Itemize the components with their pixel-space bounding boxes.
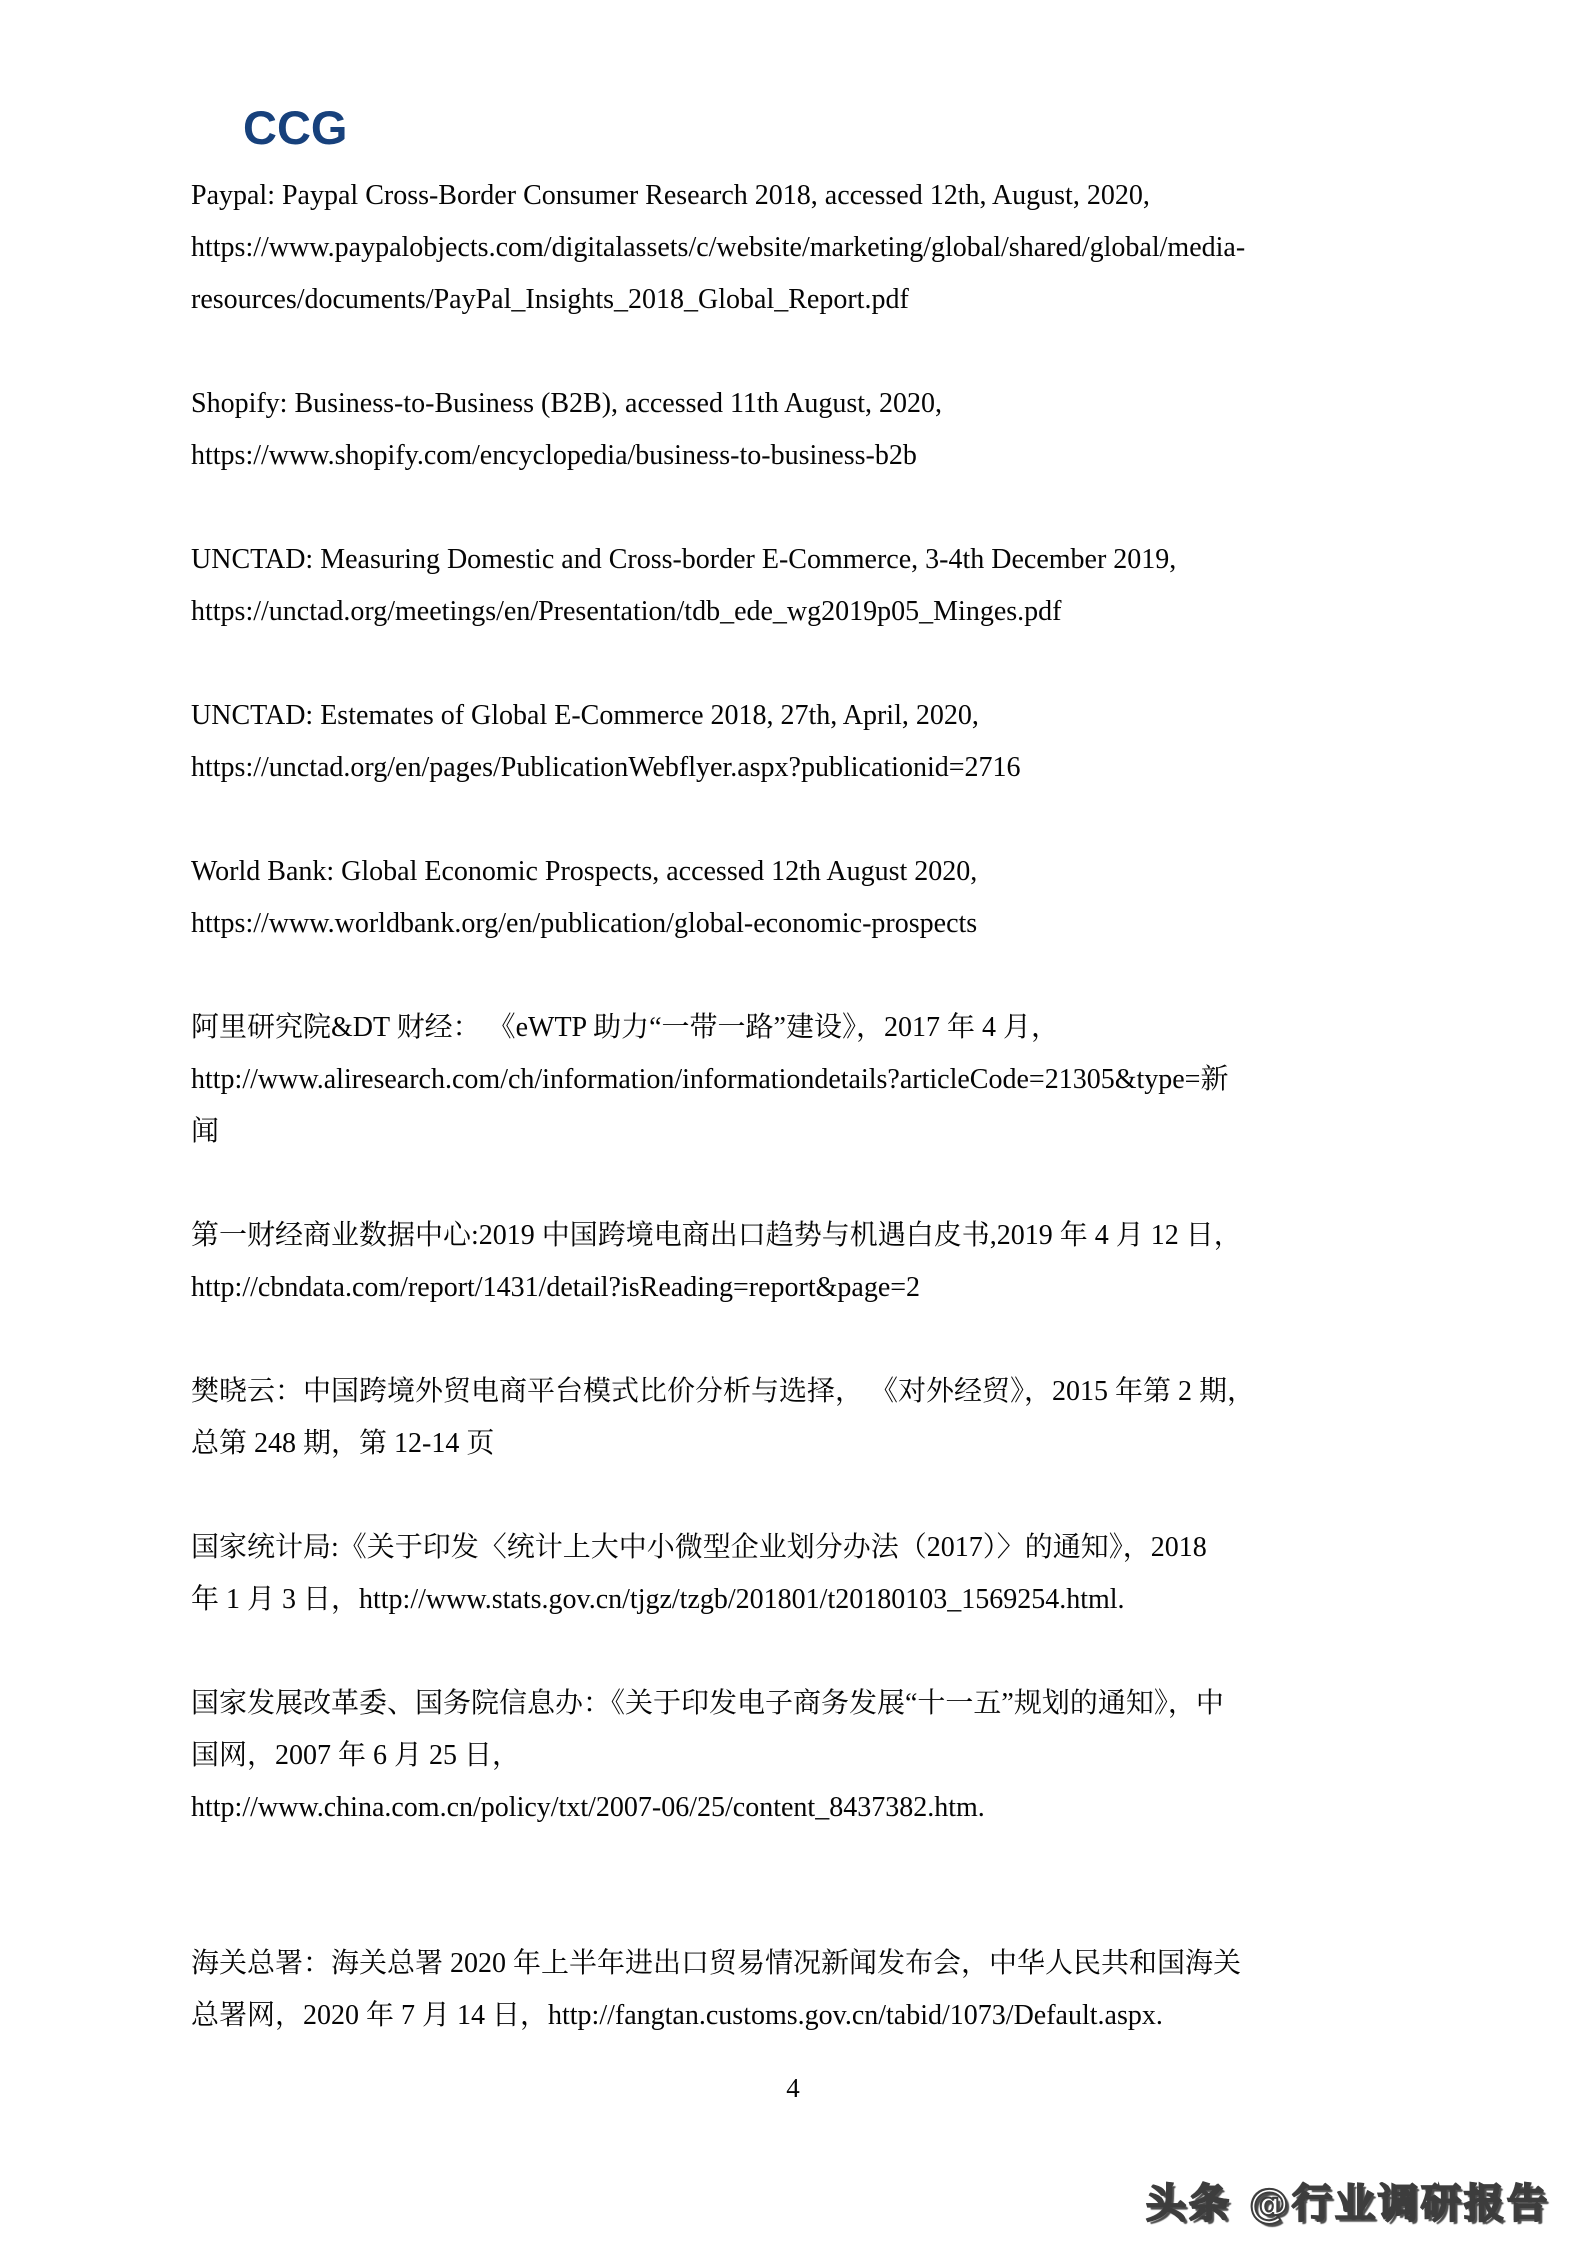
reference-line: http://www.aliresearch.com/ch/information/informationdetails?articleCode=21305&type=新 [191,1064,1229,1095]
reference-entry [191,846,1416,950]
watermark: 头条 @行业调研报告 [1146,2181,1550,2227]
reference-entry [191,1366,1416,1470]
reference-line: https://unctad.org/en/pages/PublicationWebflyer.aspx?publicationid=2716 [191,752,1021,783]
reference-line: resources/documents/PayPal_Insights_2018_Global_Report.pdf [191,284,909,315]
reference-line: 樊晓云：中国跨境外贸电商平台模式比价分析与选择， 《对外经贸》，2015 年第 2 期， [191,1376,1256,1407]
ccg-logo: CCG [243,101,348,154]
reference-line: UNCTAD: Measuring Domestic and Cross-border E-Commerce, 3-4th December 2019, [191,544,1177,575]
reference-line: https://www.shopify.com/encyclopedia/business-to-business-b2b [191,440,917,471]
reference-line: http://cbndata.com/report/1431/detail?isReading=report&page=2 [191,1272,921,1303]
reference-line: Shopify: Business-to-Business (B2B), accessed 11th August, 2020, [191,388,943,419]
reference-line: 闻 [191,1116,220,1147]
reference-line: 国家统计局:《关于印发〈统计上大中小微型企业划分办法（2017）〉的通知》，2018 [191,1532,1207,1563]
reference-line: 海关总署：海关总署 2020 年上半年进出口贸易情况新闻发布会，中华人民共和国海关 [191,1948,1242,1979]
reference-line: https://www.worldbank.org/en/publication/global-economic-prospects [191,908,978,939]
page-number: 4 [786,2073,800,2103]
reference-entry [191,534,1416,638]
reference-line: UNCTAD: Estemates of Global E-Commerce 2018, 27th, April, 2020, [191,700,979,731]
reference-line: https://unctad.org/meetings/en/Presentation/tdb_ede_wg2019p05_Minges.pdf [191,596,1062,627]
references-list [191,170,1416,2094]
reference-line: 国网，2007 年 6 月 25 日， [191,1740,521,1771]
reference-line: 第一财经商业数据中心:2019 中国跨境电商出口趋势与机遇白皮书,2019 年 4 月 12 日， [191,1220,1242,1251]
reference-entry [191,170,1416,326]
reference-line: World Bank: Global Economic Prospects, accessed 12th August 2020, [191,856,978,887]
reference-line: http://www.china.com.cn/policy/txt/2007-06/25/content_8437382.htm. [191,1792,985,1823]
reference-line: Paypal: Paypal Cross-Border Consumer Research 2018, accessed 12th, August, 2020, [191,180,1150,211]
reference-entry [191,1210,1416,1314]
reference-entry [191,1678,1416,1834]
reference-entry [191,1938,1416,2042]
reference-line: 总第 248 期，第 12-14 页 [191,1428,495,1459]
reference-line: https://www.paypalobjects.com/digitalassets/c/website/marketing/global/shared/global/media- [191,232,1246,263]
reference-line: 年 1 月 3 日，http://www.stats.gov.cn/tjgz/tzgb/201801/t20180103_1569254.html. [191,1584,1125,1615]
reference-entry [191,1002,1416,1158]
reference-entry [191,378,1416,482]
reference-line: 阿里研究院&DT 财经： 《eWTP 助力“一带一路”建设》，2017 年 4 月， [191,1012,1059,1043]
reference-entry [191,690,1416,794]
reference-line: 总署网，2020 年 7 月 14 日，http://fangtan.customs.gov.cn/tabid/1073/Default.aspx. [191,2000,1163,2031]
reference-line: 国家发展改革委、国务院信息办：《关于印发电子商务发展“十一五”规划的通知》，中 [191,1688,1224,1719]
reference-entry [191,1522,1416,1626]
